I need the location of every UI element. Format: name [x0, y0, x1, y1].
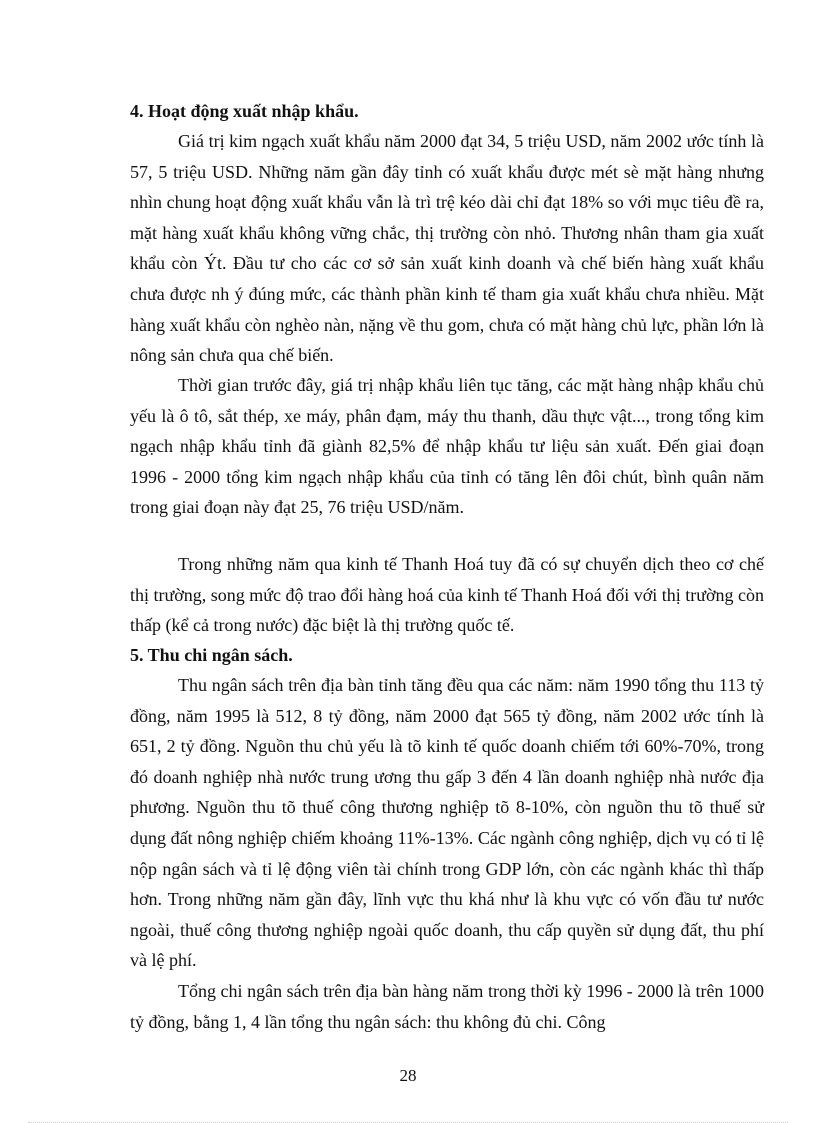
paragraph-budget-expenditure: Tổng chi ngân sách trên địa bàn hàng năm trong thời kỳ 1996 - 2000 là trên 1000 tỷ đồng, bằng 1, 4 lần tổng thu ngân sách: thu không đủ chi. Công: [130, 981, 764, 1032]
paragraph-budget-revenue: Thu ngân sách trên địa bàn tỉnh tăng đều qua các năm: năm 1990 tổng thu 113 tỷ đồng, năm 1995 là 512, 8 tỷ đồng, năm 2000 đạt 565 tỷ đồng, năm 2002 ước tính là 651, 2 tỷ đồng. Nguồn thu chủ yếu là tõ kinh tế quốc doanh chiếm tới 60%-70%, trong đó doanh nghiệp nhà nước trung ương thu gấp 3 đến 4 lần doanh nghiệp nhà nước địa phương. Nguồn thu tõ thuế công thương nghiệp tõ 8-10%, còn nguồn thu tõ thuế sử dụng đất nông nghiệp chiếm khoảng 11%-13%. Các ngành công nghiệp, dịch vụ có tỉ lệ nộp ngân sách và tỉ lệ động viên tài chính trong GDP lớn, còn các ngành khác thì thấp hơn. Trong những năm gần đây, lĩnh vực thu khá như là khu vực có vốn đầu tư nước ngoài, thuế công thương nghiệp ngoài quốc doanh, thu cấp quyền sử dụng đất, thu phí và lệ phí.: [130, 675, 764, 971]
paragraph-export-value: Giá trị kim ngạch xuất khẩu năm 2000 đạt 34, 5 triệu USD, năm 2002 ước tính là 57, 5 triệu USD. Những năm gần đây tỉnh có xuất khẩu được mét sè mặt hàng nhưng nhìn chung hoạt động xuất khẩu vẫn là trì trệ kéo dài chỉ đạt 18% so với mục tiêu đề ra, mặt hàng xuất khẩu không vững chắc, thị trường còn nhỏ. Thương nhân tham gia xuất khẩu còn Ýt. Đầu tư cho các cơ sở sản xuất kinh doanh và chế biến hàng xuất khẩu chưa được nh ý đúng mức, các thành phần kinh tế tham gia xuất khẩu chưa nhiều. Mặt hàng xuất khẩu còn nghèo nàn, nặng về thu gom, chưa có mặt hàng chủ lực, phần lớn là nông sản chưa qua chế biến.: [130, 131, 764, 366]
section-heading-budget: 5. Thu chi ngân sách.: [130, 645, 293, 665]
paragraph-import-value: Thời gian trước đây, giá trị nhập khẩu liên tục tăng, các mặt hàng nhập khẩu chủ yếu là ô tô, sắt thép, xe máy, phân đạm, máy thu thanh, dầu thực vật..., trong tổng kim ngạch nhập khẩu tỉnh đã giành 82,5% để nhập khẩu tư liệu sản xuất. Đến giai đoạn 1996 - 2000 tổng kim ngạch nhập khẩu của tỉnh có tăng lên đôi chút, bình quân năm trong giai đoạn này đạt 25, 76 triệu USD/năm.: [130, 375, 764, 518]
section-heading-export-import: 4. Hoạt động xuất nhập khẩu.: [130, 101, 359, 121]
paragraph-market-economy: Trong những năm qua kinh tế Thanh Hoá tuy đã có sự chuyển dịch theo cơ chế thị trường, song mức độ trao đổi hàng hoá của kinh tế Thanh Hoá đối với thị trường còn thấp (kể cả trong nước) đặc biệt là thị trường quốc tế.: [130, 554, 764, 636]
page-number: 28: [399, 1066, 417, 1085]
